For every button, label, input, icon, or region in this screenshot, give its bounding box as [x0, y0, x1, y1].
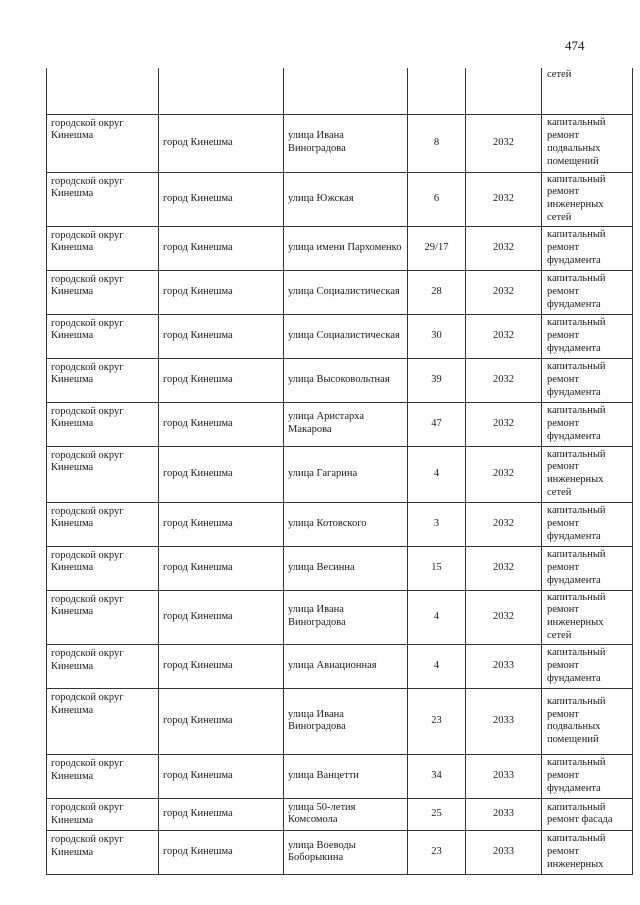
year-cell: 2032	[466, 546, 542, 590]
table-row	[47, 270, 633, 314]
street-cell: улица Высоковольтная	[284, 358, 408, 402]
district-cell: городской округ Кинешма	[47, 830, 159, 874]
district-cell: городской округ Кинешма	[47, 226, 159, 270]
settlement-cell: город Кинешма	[159, 644, 284, 688]
work-cell: капитальный ремонт фундамента	[542, 754, 633, 798]
year-cell: 2032	[466, 270, 542, 314]
street-cell	[284, 68, 408, 114]
work-cell: сетей	[542, 68, 633, 114]
house-cell: 3	[408, 502, 466, 546]
settlement-cell: город Кинешма	[159, 502, 284, 546]
table-row	[47, 358, 633, 402]
street-cell: улица Весинна	[284, 546, 408, 590]
page-number: 474	[565, 38, 585, 53]
house-cell: 4	[408, 644, 466, 688]
street-cell: улица Ивана Виноградова	[284, 688, 408, 754]
table-row	[47, 446, 633, 502]
work-cell: капитальный ремонт подвальных помещений	[542, 114, 633, 172]
street-cell: улица Ванцетти	[284, 754, 408, 798]
district-cell: городской округ Кинешма	[47, 590, 159, 644]
table-row	[47, 590, 633, 644]
street-cell: улица имени Пархоменко	[284, 226, 408, 270]
street-cell: улица Авиационная	[284, 644, 408, 688]
table-row	[47, 172, 633, 226]
district-cell: городской округ Кинешма	[47, 502, 159, 546]
street-cell: улица Южская	[284, 172, 408, 226]
district-cell: городской округ Кинешма	[47, 644, 159, 688]
work-cell: капитальный ремонт инженерных сетей	[542, 446, 633, 502]
table-row	[47, 754, 633, 798]
work-cell: капитальный ремонт фундамента	[542, 402, 633, 446]
settlement-cell: город Кинешма	[159, 446, 284, 502]
district-cell: городской округ Кинешма	[47, 798, 159, 830]
work-cell: капитальный ремонт фундамента	[542, 314, 633, 358]
year-cell: 2032	[466, 358, 542, 402]
year-cell: 2033	[466, 754, 542, 798]
settlement-cell: город Кинешма	[159, 830, 284, 874]
table-body	[47, 68, 633, 874]
house-cell: 8	[408, 114, 466, 172]
settlement-cell: город Кинешма	[159, 798, 284, 830]
year-cell: 2032	[466, 402, 542, 446]
year-cell: 2032	[466, 226, 542, 270]
work-cell: капитальный ремонт инженерных	[542, 830, 633, 874]
year-cell: 2032	[466, 314, 542, 358]
street-cell: улица Воеводы Боборыкина	[284, 830, 408, 874]
year-cell: 2032	[466, 590, 542, 644]
house-cell: 23	[408, 688, 466, 754]
work-cell: капитальный ремонт фасада	[542, 798, 633, 830]
house-cell: 15	[408, 546, 466, 590]
house-cell: 30	[408, 314, 466, 358]
district-cell: городской округ Кинешма	[47, 446, 159, 502]
settlement-cell: город Кинешма	[159, 314, 284, 358]
settlement-cell: город Кинешма	[159, 226, 284, 270]
settlement-cell: город Кинешма	[159, 172, 284, 226]
table-row	[47, 502, 633, 546]
house-cell	[408, 68, 466, 114]
year-cell	[466, 68, 542, 114]
settlement-cell: город Кинешма	[159, 546, 284, 590]
table-row	[47, 644, 633, 688]
table-row	[47, 546, 633, 590]
work-cell: капитальный ремонт фундамента	[542, 358, 633, 402]
repair-schedule-table-wrapper	[46, 68, 632, 870]
table-row	[47, 402, 633, 446]
district-cell: городской округ Кинешма	[47, 358, 159, 402]
district-cell: городской округ Кинешма	[47, 314, 159, 358]
work-cell: капитальный ремонт фундамента	[542, 502, 633, 546]
house-cell: 39	[408, 358, 466, 402]
house-cell: 25	[408, 798, 466, 830]
settlement-cell	[159, 68, 284, 114]
table-row	[47, 314, 633, 358]
year-cell: 2033	[466, 688, 542, 754]
table-row	[47, 798, 633, 830]
house-cell: 4	[408, 590, 466, 644]
work-cell: капитальный ремонт фундамента	[542, 546, 633, 590]
settlement-cell: город Кинешма	[159, 402, 284, 446]
street-cell: улица Социалистическая	[284, 270, 408, 314]
settlement-cell: город Кинешма	[159, 114, 284, 172]
table-row	[47, 114, 633, 172]
district-cell: городской округ Кинешма	[47, 546, 159, 590]
district-cell	[47, 68, 159, 114]
street-cell: улица Ивана Виноградова	[284, 114, 408, 172]
street-cell: улица 50-летия Комсомола	[284, 798, 408, 830]
street-cell: улица Гагарина	[284, 446, 408, 502]
house-cell: 23	[408, 830, 466, 874]
district-cell: городской округ Кинешма	[47, 754, 159, 798]
work-cell: капитальный ремонт подвальных помещений	[542, 688, 633, 754]
district-cell: городской округ Кинешма	[47, 114, 159, 172]
street-cell: улица Котовского	[284, 502, 408, 546]
work-cell: капитальный ремонт инженерных сетей	[542, 590, 633, 644]
year-cell: 2032	[466, 446, 542, 502]
year-cell: 2033	[466, 644, 542, 688]
settlement-cell: город Кинешма	[159, 754, 284, 798]
street-cell: улица Аристарха Макарова	[284, 402, 408, 446]
year-cell: 2032	[466, 114, 542, 172]
house-cell: 47	[408, 402, 466, 446]
work-cell: капитальный ремонт фундамента	[542, 270, 633, 314]
house-cell: 6	[408, 172, 466, 226]
work-cell: капитальный ремонт фундамента	[542, 644, 633, 688]
district-cell: городской округ Кинешма	[47, 172, 159, 226]
table-row	[47, 226, 633, 270]
district-cell: городской округ Кинешма	[47, 688, 159, 754]
work-cell: капитальный ремонт инженерных сетей	[542, 172, 633, 226]
work-cell: капитальный ремонт фундамента	[542, 226, 633, 270]
year-cell: 2032	[466, 172, 542, 226]
year-cell: 2033	[466, 830, 542, 874]
house-cell: 4	[408, 446, 466, 502]
house-cell: 29/17	[408, 226, 466, 270]
repair-schedule-table	[46, 68, 633, 875]
continuation-row	[47, 68, 633, 114]
table-row	[47, 830, 633, 874]
settlement-cell: город Кинешма	[159, 688, 284, 754]
settlement-cell: город Кинешма	[159, 358, 284, 402]
year-cell: 2033	[466, 798, 542, 830]
street-cell: улица Социалистическая	[284, 314, 408, 358]
district-cell: городской округ Кинешма	[47, 270, 159, 314]
district-cell: городской округ Кинешма	[47, 402, 159, 446]
street-cell: улица Ивана Виноградова	[284, 590, 408, 644]
settlement-cell: город Кинешма	[159, 270, 284, 314]
year-cell: 2032	[466, 502, 542, 546]
house-cell: 28	[408, 270, 466, 314]
settlement-cell: город Кинешма	[159, 590, 284, 644]
house-cell: 34	[408, 754, 466, 798]
table-row	[47, 688, 633, 754]
